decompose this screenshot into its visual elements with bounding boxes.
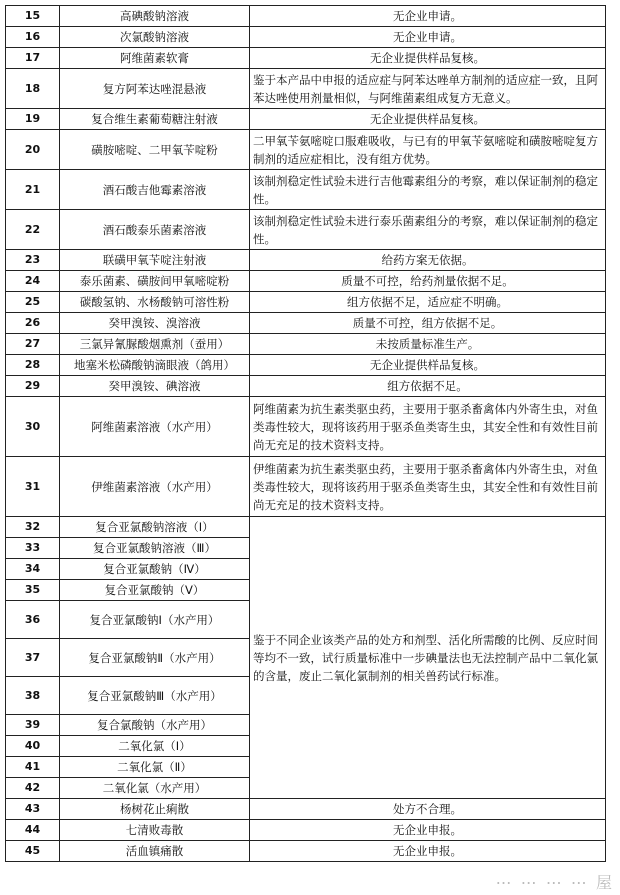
drug-name-cell: 联磺甲氧苄啶注射液 (60, 250, 250, 271)
table-row (6, 69, 606, 109)
table-row (6, 841, 606, 862)
row-number-cell: 27 (6, 334, 60, 355)
row-number-cell: 17 (6, 48, 60, 69)
reason-cell: 二甲氧苄氨嘧啶口服难吸收，与已有的甲氧苄氨嘧啶和磺胺嘧啶复方制剂的适应症相比，没有组方优势。 (250, 130, 606, 170)
document-page (5, 5, 605, 862)
drug-name-cell: 酒石酸吉他霉素溶液 (60, 170, 250, 210)
reason-cell: 无企业申报。 (250, 841, 606, 862)
row-number-cell: 32 (6, 517, 60, 538)
revoked-drug-table (5, 5, 606, 862)
drug-name-cell: 二氧化氯（Ⅱ） (60, 757, 250, 778)
reason-cell: 伊维菌素为抗生素类驱虫药，主要用于驱杀畜禽体内外寄生虫，对鱼类毒性较大，现将该药用于驱杀鱼类寄生虫，其安全性和有效性目前尚无充足的技术资料支持。 (250, 457, 606, 517)
table-row (6, 6, 606, 27)
row-number-cell: 26 (6, 313, 60, 334)
drug-name-cell: 阿维菌素软膏 (60, 48, 250, 69)
table-body (6, 6, 606, 862)
reason-cell: 无企业申请。 (250, 6, 606, 27)
drug-name-cell: 复方阿苯达唑混悬液 (60, 69, 250, 109)
reason-cell: 处方不合理。 (250, 799, 606, 820)
row-number-cell: 29 (6, 376, 60, 397)
table-row (6, 271, 606, 292)
drug-name-cell: 三氯异氰脲酸烟熏剂（蚕用） (60, 334, 250, 355)
reason-cell: 质量不可控，组方依据不足。 (250, 313, 606, 334)
drug-name-cell: 复合氯酸钠（水产用） (60, 715, 250, 736)
drug-name-cell: 复合亚氯酸钠（Ⅳ） (60, 559, 250, 580)
table-row (6, 355, 606, 376)
drug-name-cell: 复合亚氯酸钠溶液（Ⅰ） (60, 517, 250, 538)
reason-cell: 无企业申报。 (250, 820, 606, 841)
reason-cell: 无企业提供样品复核。 (250, 109, 606, 130)
drug-name-cell: 碳酸氢钠、水杨酸钠可溶性粉 (60, 292, 250, 313)
drug-name-cell: 癸甲溴铵、溴溶液 (60, 313, 250, 334)
table-row (6, 376, 606, 397)
row-number-cell: 19 (6, 109, 60, 130)
drug-name-cell: 癸甲溴铵、碘溶液 (60, 376, 250, 397)
drug-name-cell: 酒石酸泰乐菌素溶液 (60, 210, 250, 250)
row-number-cell: 39 (6, 715, 60, 736)
table-row (6, 27, 606, 48)
drug-name-cell: 复合亚氯酸钠（Ⅴ） (60, 580, 250, 601)
row-number-cell: 21 (6, 170, 60, 210)
drug-name-cell: 次氯酸钠溶液 (60, 27, 250, 48)
table-row (6, 457, 606, 517)
drug-name-cell: 活血镇痛散 (60, 841, 250, 862)
table-row (6, 292, 606, 313)
drug-name-cell: 阿维菌素溶液（水产用） (60, 397, 250, 457)
row-number-cell: 20 (6, 130, 60, 170)
table-row (6, 109, 606, 130)
table-row (6, 250, 606, 271)
row-number-cell: 34 (6, 559, 60, 580)
reason-cell: 阿维菌素为抗生素类驱虫药，主要用于驱杀畜禽体内外寄生虫，对鱼类毒性较大，现将该药用于驱杀鱼类寄生虫，其安全性和有效性目前尚无充足的技术资料支持。 (250, 397, 606, 457)
table-row (6, 48, 606, 69)
table-row (6, 820, 606, 841)
row-number-cell: 36 (6, 601, 60, 639)
watermark: ⋯ ⋯ ⋯ ⋯ 屋 (495, 873, 614, 892)
row-number-cell: 42 (6, 778, 60, 799)
row-number-cell: 33 (6, 538, 60, 559)
drug-name-cell: 复合亚氯酸钠Ⅱ（水产用） (60, 639, 250, 677)
table-row (6, 313, 606, 334)
row-number-cell: 41 (6, 757, 60, 778)
table-row (6, 799, 606, 820)
drug-name-cell: 地塞米松磷酸钠滴眼液（鸽用） (60, 355, 250, 376)
row-number-cell: 18 (6, 69, 60, 109)
reason-cell: 组方依据不足。 (250, 376, 606, 397)
row-number-cell: 30 (6, 397, 60, 457)
drug-name-cell: 复合亚氯酸钠Ⅰ（水产用） (60, 601, 250, 639)
table-row (6, 210, 606, 250)
reason-cell: 组方依据不足，适应症不明确。 (250, 292, 606, 313)
table-row (6, 397, 606, 457)
drug-name-cell: 杨树花止痢散 (60, 799, 250, 820)
reason-cell: 该制剂稳定性试验未进行泰乐菌素组分的考察，难以保证制剂的稳定性。 (250, 210, 606, 250)
drug-name-cell: 复合亚氯酸钠溶液（Ⅲ） (60, 538, 250, 559)
row-number-cell: 37 (6, 639, 60, 677)
drug-name-cell: 泰乐菌素、磺胺间甲氧嘧啶粉 (60, 271, 250, 292)
drug-name-cell: 伊维菌素溶液（水产用） (60, 457, 250, 517)
reason-cell: 该制剂稳定性试验未进行吉他霉素组分的考察，难以保证制剂的稳定性。 (250, 170, 606, 210)
row-number-cell: 24 (6, 271, 60, 292)
reason-cell: 给药方案无依据。 (250, 250, 606, 271)
row-number-cell: 28 (6, 355, 60, 376)
row-number-cell: 25 (6, 292, 60, 313)
drug-name-cell: 高碘酸钠溶液 (60, 6, 250, 27)
table-row (6, 334, 606, 355)
table-row (6, 170, 606, 210)
table-row (6, 517, 606, 538)
drug-name-cell: 七清败毒散 (60, 820, 250, 841)
drug-name-cell: 磺胺嘧啶、二甲氧苄啶粉 (60, 130, 250, 170)
row-number-cell: 15 (6, 6, 60, 27)
group-reason-cell: 鉴于不同企业该类产品的处方和剂型、活化所需酸的比例、反应时间等均不一致，试行质量标准中一步碘量法也无法控制产品中二氧化氯的含量，废止二氧化氯制剂的相关兽药试行标准。 (250, 517, 606, 799)
reason-cell: 质量不可控，给药剂量依据不足。 (250, 271, 606, 292)
reason-cell: 鉴于本产品中申报的适应症与阿苯达唑单方制剂的适应症一致，且阿苯达唑使用剂量相似，与阿维菌素组成复方无意义。 (250, 69, 606, 109)
row-number-cell: 31 (6, 457, 60, 517)
drug-name-cell: 复合维生素葡萄糖注射液 (60, 109, 250, 130)
drug-name-cell: 复合亚氯酸钠Ⅲ（水产用） (60, 677, 250, 715)
row-number-cell: 35 (6, 580, 60, 601)
row-number-cell: 45 (6, 841, 60, 862)
row-number-cell: 40 (6, 736, 60, 757)
row-number-cell: 23 (6, 250, 60, 271)
row-number-cell: 38 (6, 677, 60, 715)
row-number-cell: 16 (6, 27, 60, 48)
reason-cell: 无企业申请。 (250, 27, 606, 48)
drug-name-cell: 二氧化氯（Ⅰ） (60, 736, 250, 757)
table-row (6, 130, 606, 170)
reason-cell: 未按质量标准生产。 (250, 334, 606, 355)
row-number-cell: 44 (6, 820, 60, 841)
reason-cell: 无企业提供样品复核。 (250, 355, 606, 376)
drug-name-cell: 二氧化氯（水产用） (60, 778, 250, 799)
row-number-cell: 43 (6, 799, 60, 820)
row-number-cell: 22 (6, 210, 60, 250)
reason-cell: 无企业提供样品复核。 (250, 48, 606, 69)
